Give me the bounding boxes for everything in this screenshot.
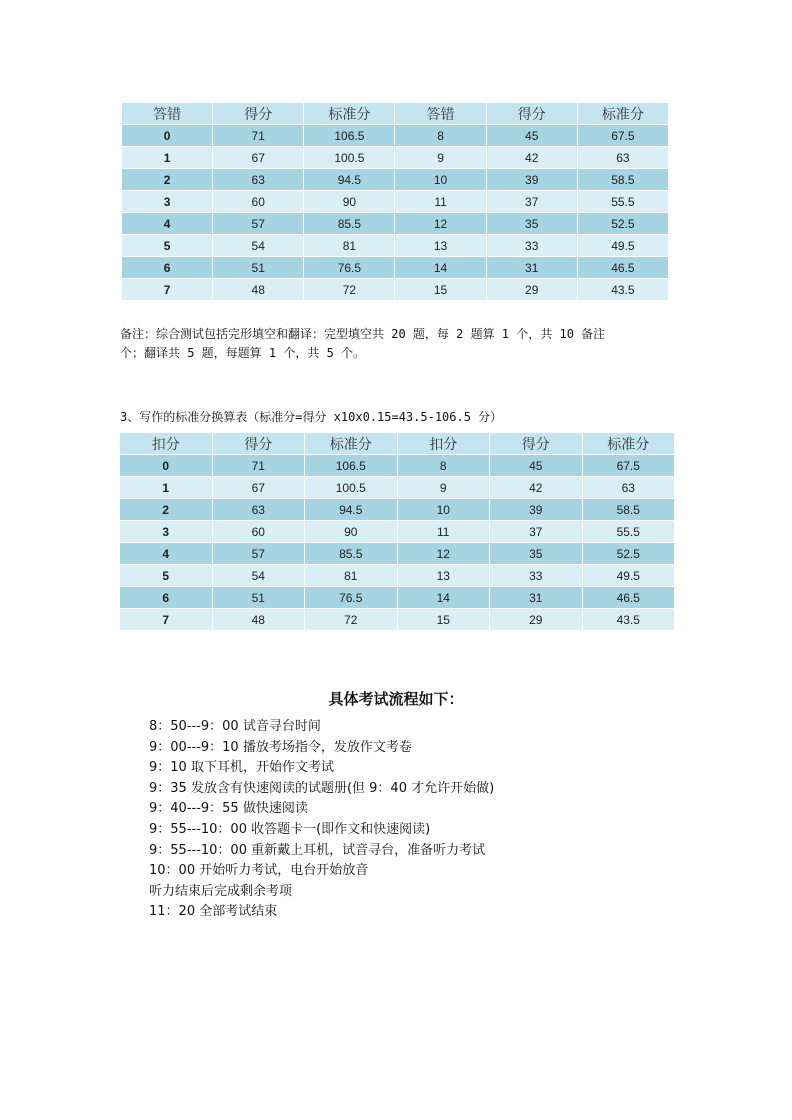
table-cell: 67	[213, 147, 304, 169]
table-cell: 63	[212, 499, 305, 521]
table-cell: 76.5	[305, 587, 398, 609]
table-cell: 63	[213, 169, 304, 191]
score-table-cloze	[121, 102, 669, 301]
header-score: 得分	[486, 103, 577, 125]
table-cell: 7	[120, 609, 213, 631]
note-line: 备注：综合测试包括完形填空和翻译：完型填空共 20 题，每 2 题算 1 个，共 10 备注	[120, 327, 606, 341]
table-cell: 15	[395, 279, 486, 301]
table-cell: 60	[213, 191, 304, 213]
table-cell: 55.5	[582, 521, 675, 543]
table-cell: 0	[120, 455, 213, 477]
table-cell: 6	[122, 257, 213, 279]
table-cell: 49.5	[577, 235, 668, 257]
header-deduction: 扣分	[397, 433, 490, 455]
table-cell: 2	[120, 499, 213, 521]
table-cell: 51	[212, 587, 305, 609]
table-cell: 5	[122, 235, 213, 257]
table-row	[122, 257, 669, 279]
table-cell: 72	[305, 609, 398, 631]
list-item: 9：40---9：55 做快速阅读	[149, 801, 308, 817]
table-row	[120, 543, 675, 565]
table-cell: 55.5	[577, 191, 668, 213]
table-cell: 71	[212, 455, 305, 477]
header-standard-score: 标准分	[304, 103, 395, 125]
table-header-row	[122, 103, 669, 125]
table-cell: 35	[490, 543, 583, 565]
table-cell: 37	[490, 521, 583, 543]
table-cell: 60	[212, 521, 305, 543]
table-row	[122, 125, 669, 147]
table-cell: 48	[213, 279, 304, 301]
table-cell: 106.5	[305, 455, 398, 477]
table-cell: 63	[577, 147, 668, 169]
table-cell: 85.5	[304, 213, 395, 235]
header-score: 得分	[212, 433, 305, 455]
table-row	[120, 477, 675, 499]
table-cell: 42	[486, 147, 577, 169]
table-cell: 46.5	[582, 587, 675, 609]
table-row	[122, 169, 669, 191]
table-caption: 3、写作的标准分换算表（标准分=得分 x10x0.15=43.5-106.5 分）	[120, 410, 503, 424]
table-cell: 5	[120, 565, 213, 587]
table-cell: 57	[212, 543, 305, 565]
table-row	[122, 147, 669, 169]
score-table-writing	[119, 432, 675, 631]
table-cell: 39	[490, 499, 583, 521]
header-standard-score: 标准分	[305, 433, 398, 455]
table-cell: 52.5	[582, 543, 675, 565]
table-cell: 67.5	[582, 455, 675, 477]
table-cell: 72	[304, 279, 395, 301]
table-cell: 3	[120, 521, 213, 543]
table-cell: 33	[490, 565, 583, 587]
table-cell: 7	[122, 279, 213, 301]
table-cell: 54	[212, 565, 305, 587]
table-cell: 9	[395, 147, 486, 169]
exam-flow-list	[149, 717, 494, 923]
table-cell: 12	[397, 543, 490, 565]
header-wrong-count: 答错	[122, 103, 213, 125]
table-cell: 4	[122, 213, 213, 235]
note-paragraph	[120, 325, 680, 363]
table-cell: 63	[582, 477, 675, 499]
table-cell: 35	[486, 213, 577, 235]
table-cell: 9	[397, 477, 490, 499]
header-score: 得分	[213, 103, 304, 125]
table-cell: 48	[212, 609, 305, 631]
list-item: 10：00 开始听力考试，电台开始放音	[149, 863, 369, 879]
table-cell: 106.5	[304, 125, 395, 147]
table-cell: 94.5	[305, 499, 398, 521]
table-cell: 67.5	[577, 125, 668, 147]
table-cell: 4	[120, 543, 213, 565]
table-cell: 10	[395, 169, 486, 191]
header-standard-score: 标准分	[582, 433, 675, 455]
table-cell: 11	[397, 521, 490, 543]
list-item: 9：55---10：00 收答题卡一(即作文和快速阅读)	[149, 821, 431, 837]
table-cell: 14	[395, 257, 486, 279]
table-cell: 37	[486, 191, 577, 213]
flow-title: 具体考试流程如下：	[328, 690, 464, 708]
table-cell: 31	[490, 587, 583, 609]
table-cell: 13	[397, 565, 490, 587]
table-cell: 54	[213, 235, 304, 257]
table-cell: 8	[395, 125, 486, 147]
table-cell: 13	[395, 235, 486, 257]
table-cell: 58.5	[577, 169, 668, 191]
table-cell: 58.5	[582, 499, 675, 521]
table-cell: 8	[397, 455, 490, 477]
table-cell: 100.5	[305, 477, 398, 499]
table-cell: 2	[122, 169, 213, 191]
table-cell: 49.5	[582, 565, 675, 587]
table-cell: 10	[397, 499, 490, 521]
list-item: 听力结束后完成剩余考项	[149, 883, 293, 899]
table-cell: 71	[213, 125, 304, 147]
table-cell: 14	[397, 587, 490, 609]
table-row	[122, 213, 669, 235]
table-cell: 29	[490, 609, 583, 631]
table-cell: 76.5	[304, 257, 395, 279]
table-header-row	[120, 433, 675, 455]
table-cell: 57	[213, 213, 304, 235]
table-row	[120, 521, 675, 543]
list-item: 8：50---9：00 试音寻台时间	[149, 719, 321, 734]
header-score: 得分	[490, 433, 583, 455]
header-standard-score: 标准分	[577, 103, 668, 125]
table-cell: 29	[486, 279, 577, 301]
table-row	[120, 609, 675, 631]
table-row	[122, 235, 669, 257]
table-cell: 90	[304, 191, 395, 213]
table-cell: 3	[122, 191, 213, 213]
table-cell: 51	[213, 257, 304, 279]
table-cell: 81	[305, 565, 398, 587]
table-cell: 67	[212, 477, 305, 499]
table-cell: 45	[486, 125, 577, 147]
table-row	[122, 279, 669, 301]
list-item: 9：00---9：10 播放考场指令，发放作文考卷	[149, 739, 412, 755]
table-cell: 39	[486, 169, 577, 191]
table-cell: 52.5	[577, 213, 668, 235]
table-cell: 43.5	[582, 609, 675, 631]
table-cell: 0	[122, 125, 213, 147]
table-cell: 15	[397, 609, 490, 631]
list-item: 9：35 发放含有快速阅读的试题册(但 9：40 才允许开始做)	[149, 780, 495, 796]
note-line: 个；翻译共 5 题，每题算 1 个，共 5 个。	[120, 346, 366, 360]
table-cell: 81	[304, 235, 395, 257]
table-cell: 6	[120, 587, 213, 609]
table-cell: 43.5	[577, 279, 668, 301]
table-row	[120, 499, 675, 521]
table-cell: 1	[120, 477, 213, 499]
table-row	[120, 565, 675, 587]
table-row	[120, 587, 675, 609]
table-row	[120, 455, 675, 477]
table-row	[122, 191, 669, 213]
table-cell: 46.5	[577, 257, 668, 279]
table-cell: 33	[486, 235, 577, 257]
table-cell: 100.5	[304, 147, 395, 169]
list-item: 9：55---10：00 重新戴上耳机，试音寻台，准备听力考试	[149, 842, 486, 858]
table-cell: 90	[305, 521, 398, 543]
header-deduction: 扣分	[120, 433, 213, 455]
table-cell: 42	[490, 477, 583, 499]
table-cell: 45	[490, 455, 583, 477]
header-wrong-count: 答错	[395, 103, 486, 125]
list-item: 11：20 全部考试结束	[149, 904, 278, 920]
list-item: 9：10 取下耳机，开始作文考试	[149, 760, 334, 776]
table-cell: 1	[122, 147, 213, 169]
table-cell: 12	[395, 213, 486, 235]
table-cell: 31	[486, 257, 577, 279]
table-cell: 85.5	[305, 543, 398, 565]
table-cell: 94.5	[304, 169, 395, 191]
table-cell: 11	[395, 191, 486, 213]
